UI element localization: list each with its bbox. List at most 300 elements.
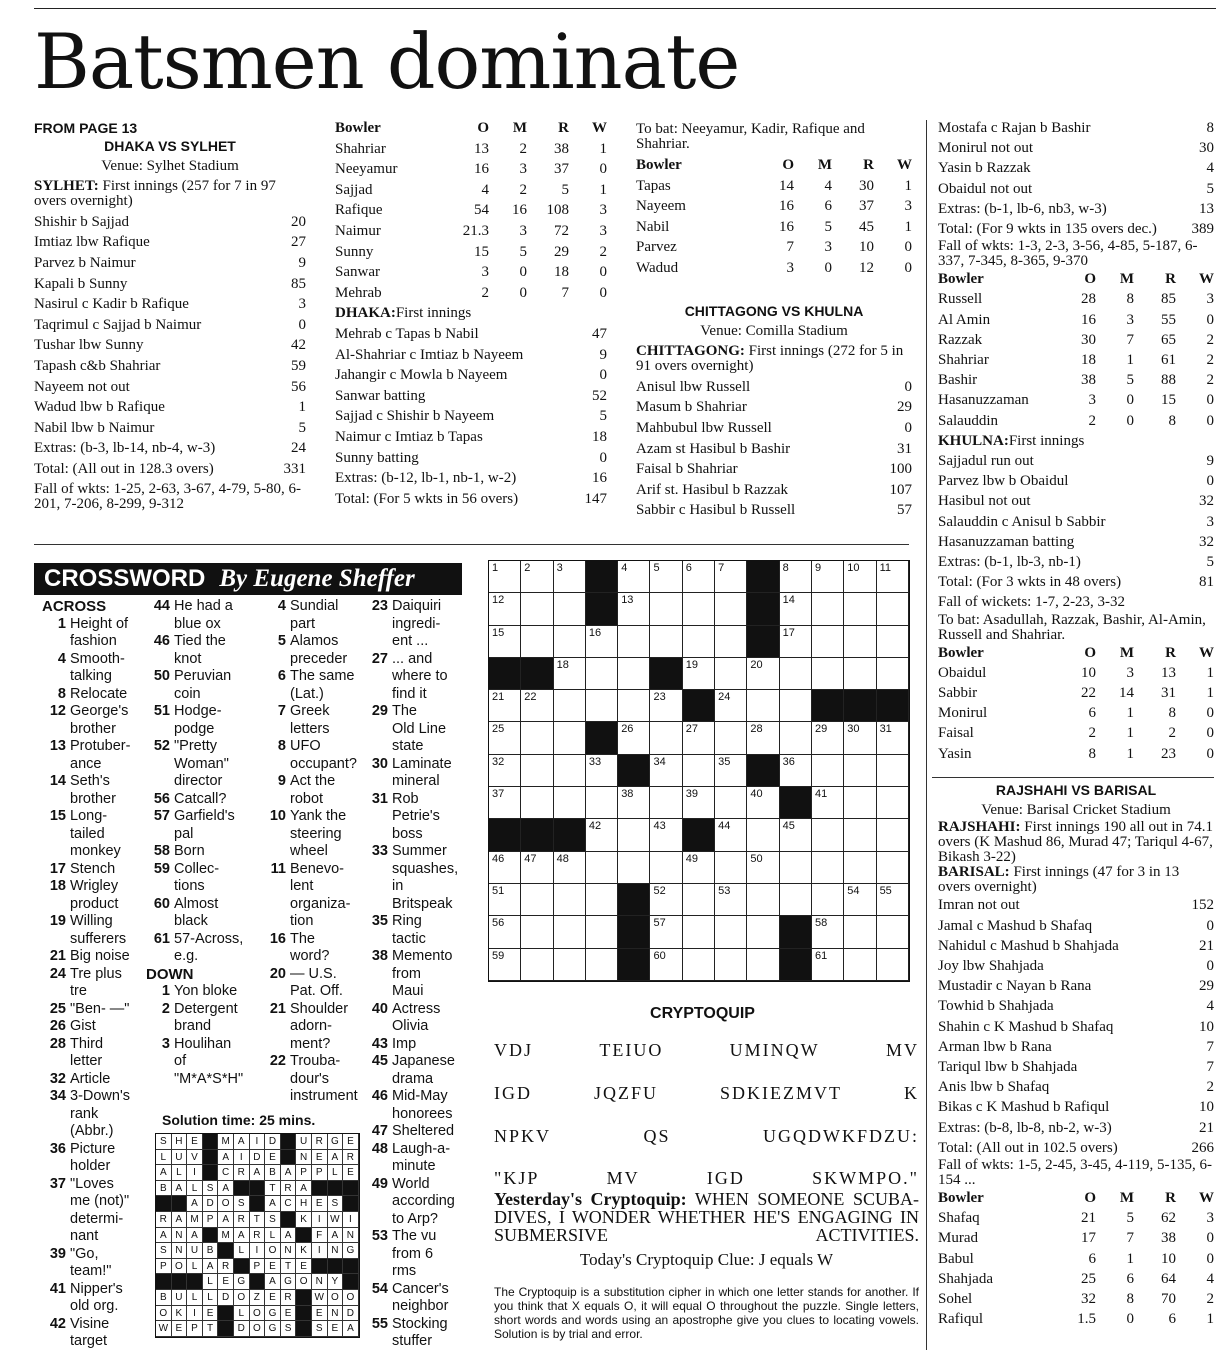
grid-cell[interactable] — [683, 884, 715, 916]
grid-cell[interactable] — [780, 819, 812, 851]
bowling-figure: 3 — [519, 222, 527, 239]
bowling-row — [938, 350, 1214, 370]
bowling-figure: 3 — [786, 259, 794, 276]
bowling-row — [636, 237, 912, 258]
grid-cell[interactable] — [586, 949, 618, 981]
clue-number: 60 — [653, 949, 666, 962]
solution-letter: O — [172, 1259, 188, 1275]
grid-cell[interactable] — [844, 755, 876, 787]
bowling-header-cell: R — [558, 120, 569, 136]
grid-cell[interactable] — [877, 755, 909, 787]
bowling-row — [335, 159, 607, 180]
solution-letter: E — [218, 1274, 234, 1290]
grid-cell[interactable] — [618, 690, 650, 722]
grid-cell[interactable] — [747, 690, 779, 722]
bowling-figure: 0 — [1126, 392, 1134, 409]
grid-cell[interactable] — [844, 787, 876, 819]
clue-number: 25 — [492, 723, 505, 736]
grid-cell[interactable] — [683, 949, 715, 981]
clue-number: 14 — [49, 773, 66, 789]
grid-cell[interactable] — [650, 884, 682, 916]
bowling-figure: 62 — [1161, 1210, 1176, 1227]
clue — [358, 1123, 468, 1141]
bowling-row — [636, 196, 912, 217]
clue — [36, 1141, 140, 1176]
grid-cell[interactable] — [812, 755, 844, 787]
innings-team: CHITTAGONG: — [636, 342, 745, 359]
grid-cell[interactable] — [618, 722, 650, 754]
bowler-name: Sabbir — [938, 685, 978, 702]
grid-cell[interactable] — [780, 755, 812, 787]
solution-letter: E — [281, 1306, 297, 1322]
grid-cell[interactable] — [877, 626, 909, 658]
clue-number: 28 — [750, 723, 763, 736]
black-square — [650, 658, 682, 690]
grid-cell[interactable] — [715, 852, 747, 884]
grid-cell[interactable] — [780, 593, 812, 625]
player-entry: Yasin b Razzak — [938, 160, 1031, 177]
solution-letter: S — [265, 1212, 281, 1228]
grid-cell[interactable] — [877, 658, 909, 690]
grid-cell[interactable] — [812, 852, 844, 884]
solution-black-square — [296, 1306, 312, 1322]
grid-cell[interactable] — [715, 593, 747, 625]
bowling-header-cell: R — [1165, 644, 1176, 661]
bowling-row — [938, 330, 1214, 350]
clue — [36, 1176, 140, 1246]
grid-cell[interactable] — [715, 690, 747, 722]
clue-number: 19 — [49, 913, 66, 929]
grid-cell[interactable] — [586, 690, 618, 722]
grid-cell[interactable] — [489, 690, 521, 722]
clue-number: 47 — [371, 1123, 388, 1139]
clue-text: Shoulder adorn- ment? — [290, 1000, 349, 1052]
clue-text: Nipper's old org. — [70, 1280, 123, 1314]
bowling-header-cell: O — [477, 120, 489, 136]
bowling-header-cell: W — [897, 157, 912, 173]
solution-letter: W — [312, 1290, 328, 1306]
grid-cell[interactable] — [715, 755, 747, 787]
bowling-header — [636, 155, 912, 176]
grid-cell[interactable] — [554, 949, 586, 981]
grid-cell[interactable] — [521, 722, 553, 754]
grid-cell[interactable] — [521, 561, 553, 593]
grid-cell[interactable] — [586, 787, 618, 819]
score-row — [34, 232, 306, 253]
grid-cell[interactable] — [554, 916, 586, 948]
clue — [36, 808, 140, 861]
grid-cell[interactable] — [586, 626, 618, 658]
clue-number: 45 — [371, 1053, 388, 1069]
clue-text: Stench — [70, 860, 116, 877]
grid-cell[interactable] — [554, 626, 586, 658]
solution-black-square — [296, 1228, 312, 1244]
grid-cell[interactable] — [715, 884, 747, 916]
clue-number: 42 — [588, 820, 602, 833]
cryptoquip-line — [494, 1126, 919, 1147]
grid-cell[interactable] — [554, 852, 586, 884]
bowling-figure: 3 — [519, 161, 527, 178]
black-square — [844, 690, 876, 722]
grid-cell[interactable] — [650, 916, 682, 948]
grid-cell[interactable] — [521, 949, 553, 981]
grid-cell[interactable] — [586, 819, 618, 851]
grid-cell[interactable] — [812, 658, 844, 690]
runs: 9 — [298, 254, 306, 271]
grid-cell[interactable] — [586, 658, 618, 690]
grid-cell[interactable] — [683, 626, 715, 658]
solution-letter: A — [265, 1196, 281, 1212]
bowling-figure: 37 — [859, 198, 874, 215]
bowling-figure: 13 — [1161, 664, 1176, 681]
grid-cell[interactable] — [877, 593, 909, 625]
grid-cell[interactable] — [683, 787, 715, 819]
solution-letter: L — [156, 1150, 172, 1166]
grid-cell[interactable] — [618, 819, 650, 851]
grid-cell[interactable] — [844, 626, 876, 658]
grid-cell[interactable] — [554, 755, 586, 787]
solution-letter: E — [265, 1150, 281, 1166]
grid-cell[interactable] — [844, 561, 876, 593]
bowling-figure: 16 — [1081, 311, 1096, 328]
grid-cell[interactable] — [618, 593, 650, 625]
grid-cell[interactable] — [489, 626, 521, 658]
grid-cell[interactable] — [780, 690, 812, 722]
grid-cell[interactable] — [812, 722, 844, 754]
grid-cell[interactable] — [618, 561, 650, 593]
solution-letter: G — [234, 1274, 250, 1290]
grid-cell[interactable] — [650, 722, 682, 754]
grid-cell[interactable] — [586, 755, 618, 787]
clue-text: Long- tailed monkey — [70, 808, 121, 859]
grid-cell[interactable] — [877, 949, 909, 981]
cipher-word: UGQDWKFDZU: — [763, 1126, 919, 1146]
clue-text: The same (Lat.) — [290, 668, 355, 702]
grid-cell[interactable] — [489, 884, 521, 916]
grid-cell[interactable] — [844, 658, 876, 690]
solution-letter: I — [234, 1150, 250, 1166]
grid-cell[interactable] — [812, 884, 844, 916]
bowling-figure: 3 — [599, 202, 607, 219]
grid-cell[interactable] — [812, 819, 844, 851]
clue-text: "Ben- —" — [70, 1000, 130, 1017]
runs: 0 — [298, 316, 306, 333]
score-row — [636, 439, 912, 460]
clue-number: 22 — [524, 691, 537, 704]
grid-cell[interactable] — [715, 722, 747, 754]
clue — [36, 616, 140, 651]
score-row — [34, 294, 306, 315]
grid-cell[interactable] — [554, 561, 586, 593]
grid-cell[interactable] — [844, 722, 876, 754]
innings-team: BARISAL: — [938, 864, 1010, 881]
grid-cell[interactable] — [747, 658, 779, 690]
solution-letter: M — [218, 1134, 234, 1150]
grid-cell[interactable] — [521, 626, 553, 658]
bowling-figure: 16 — [512, 202, 527, 219]
grid-cell[interactable] — [844, 949, 876, 981]
grid-cell[interactable] — [715, 626, 747, 658]
grid-cell[interactable] — [715, 561, 747, 593]
bowling-figure: 3 — [599, 222, 607, 239]
grid-cell[interactable] — [650, 755, 682, 787]
solution-letter: Z — [250, 1290, 266, 1306]
bowling-row — [938, 289, 1214, 309]
clue-number: 26 — [621, 723, 634, 736]
clue — [36, 948, 140, 966]
clue-number: 61 — [814, 949, 828, 962]
grid-cell[interactable] — [683, 916, 715, 948]
grid-cell[interactable] — [683, 722, 715, 754]
crossword-title: CROSSWORD — [44, 565, 206, 592]
clue-number: 17 — [782, 626, 795, 639]
grid-cell[interactable] — [844, 884, 876, 916]
grid-cell[interactable] — [683, 852, 715, 884]
solution-letter: O — [328, 1290, 344, 1306]
grid-cell[interactable] — [844, 593, 876, 625]
bowling-figure: 10 — [859, 239, 874, 256]
grid-cell[interactable] — [650, 787, 682, 819]
solution-letter: D — [203, 1196, 219, 1212]
clue-number: 33 — [371, 843, 388, 859]
innings-text: First innings — [395, 305, 472, 322]
grid-cell[interactable] — [715, 787, 747, 819]
grid-cell[interactable] — [683, 658, 715, 690]
clue-number: 24 — [49, 965, 66, 982]
grid-cell[interactable] — [715, 658, 747, 690]
solution-letter: R — [250, 1228, 266, 1244]
grid-cell[interactable] — [554, 690, 586, 722]
clue-number: 19 — [685, 658, 699, 671]
grid-cell[interactable] — [586, 916, 618, 948]
clue-number: 30 — [847, 723, 860, 736]
grid-cell[interactable] — [877, 884, 909, 916]
grid-cell[interactable] — [747, 949, 779, 981]
solution-letter: D — [218, 1290, 234, 1306]
runs: 10 — [1199, 1018, 1214, 1035]
solution-letter: D — [234, 1321, 250, 1337]
grid-cell[interactable] — [812, 787, 844, 819]
bowling-figure: 3 — [1206, 1210, 1214, 1227]
score-row — [938, 996, 1214, 1016]
bowling-figure: 12 — [859, 259, 874, 276]
score-row — [335, 386, 607, 407]
solution-grid — [155, 1133, 360, 1338]
grid-cell[interactable] — [780, 658, 812, 690]
grid-cell[interactable] — [554, 593, 586, 625]
grid-cell[interactable] — [489, 787, 521, 819]
solution-letter: R — [234, 1212, 250, 1228]
grid-cell[interactable] — [489, 722, 521, 754]
solution-black-square — [218, 1306, 234, 1322]
grid-cell[interactable] — [554, 722, 586, 754]
solution-letter: H — [296, 1196, 312, 1212]
grid-cell[interactable] — [780, 884, 812, 916]
bowler-name: Shahjada — [938, 1270, 993, 1287]
grid-cell[interactable] — [877, 722, 909, 754]
black-square — [780, 949, 812, 981]
grid-cell[interactable] — [747, 916, 779, 948]
bowling-header — [938, 269, 1214, 289]
grid-cell[interactable] — [715, 949, 747, 981]
grid-cell[interactable] — [780, 561, 812, 593]
grid-cell[interactable] — [747, 884, 779, 916]
grid-cell[interactable] — [521, 755, 553, 787]
solution-letter: V — [187, 1150, 203, 1166]
bowling-figure: 8 — [1126, 1290, 1134, 1307]
bowling-figure: 28 — [1081, 291, 1096, 308]
grid-cell[interactable] — [812, 949, 844, 981]
grid-cell[interactable] — [618, 626, 650, 658]
grid-cell[interactable] — [780, 626, 812, 658]
grid-cell[interactable] — [650, 561, 682, 593]
bowling-header-cell: Bowler — [938, 271, 984, 288]
cryptoquip-line — [494, 1168, 919, 1189]
grid-cell[interactable] — [489, 561, 521, 593]
grid-cell[interactable] — [489, 852, 521, 884]
grid-cell[interactable] — [618, 658, 650, 690]
runs: 29 — [1199, 978, 1214, 995]
grid-cell[interactable] — [521, 884, 553, 916]
grid-cell[interactable] — [521, 852, 553, 884]
grid-cell[interactable] — [844, 852, 876, 884]
grid-cell[interactable] — [877, 852, 909, 884]
grid-cell[interactable] — [650, 819, 682, 851]
bowling-figure: 18 — [554, 264, 569, 281]
grid-cell[interactable] — [683, 561, 715, 593]
black-square — [521, 819, 553, 851]
bowling-table — [938, 1188, 1214, 1329]
bowling-figure: 2 — [519, 181, 527, 198]
grid-cell[interactable] — [780, 852, 812, 884]
solution-black-square — [172, 1274, 188, 1290]
grid-cell[interactable] — [683, 755, 715, 787]
grid-cell[interactable] — [650, 949, 682, 981]
innings-team: DHAKA: — [335, 305, 396, 322]
clue-number: 1 — [492, 562, 499, 574]
clue-number: 3 — [556, 562, 563, 574]
clue — [140, 983, 256, 1001]
solution-black-square — [203, 1150, 219, 1166]
player-entry: Kapali b Sunny — [34, 275, 128, 292]
grid-cell[interactable] — [586, 852, 618, 884]
grid-cell[interactable] — [489, 949, 521, 981]
grid-cell[interactable] — [747, 787, 779, 819]
grid-cell[interactable] — [812, 561, 844, 593]
grid-cell[interactable] — [844, 916, 876, 948]
grid-cell[interactable] — [877, 819, 909, 851]
yesterday-label: Yesterday's Cryptoquip: — [494, 1189, 687, 1209]
clue — [140, 703, 256, 738]
grid-cell[interactable] — [618, 852, 650, 884]
grid-cell[interactable] — [554, 658, 586, 690]
grid-cell[interactable] — [812, 593, 844, 625]
bowling-figure: 1 — [1126, 1250, 1134, 1267]
grid-cell[interactable] — [715, 916, 747, 948]
grid-cell[interactable] — [683, 593, 715, 625]
grid-cell[interactable] — [489, 593, 521, 625]
solution-black-square — [343, 1196, 359, 1212]
runs: 0 — [1206, 917, 1214, 934]
grid-cell[interactable] — [521, 787, 553, 819]
clue-text: The Old Line state — [392, 703, 447, 754]
solution-letter: A — [156, 1165, 172, 1181]
solution-black-square — [218, 1321, 234, 1337]
solution-black-square — [203, 1134, 219, 1150]
clue-number: 2 — [524, 562, 531, 574]
player-entry: Extras: (b-1, lb-6, nb3, w-3) — [938, 200, 1107, 217]
grid-cell[interactable] — [586, 884, 618, 916]
crossword-grid[interactable] — [488, 560, 910, 982]
grid-cell[interactable] — [844, 819, 876, 851]
grid-cell[interactable] — [650, 626, 682, 658]
clue — [140, 931, 256, 966]
grid-cell[interactable] — [877, 561, 909, 593]
player-entry: Parvez lbw b Obaidul — [938, 473, 1069, 490]
clue — [36, 1036, 140, 1071]
grid-cell[interactable] — [650, 593, 682, 625]
clue — [358, 703, 468, 756]
player-entry: Mostafa c Rajan b Bashir — [938, 120, 1091, 136]
grid-cell[interactable] — [812, 916, 844, 948]
solution-letter: C — [281, 1196, 297, 1212]
grid-cell[interactable] — [747, 852, 779, 884]
grid-cell[interactable] — [747, 722, 779, 754]
player-entry: Extras: (b-12, lb-1, nb-1, w-2) — [335, 470, 517, 487]
solution-letter: S — [156, 1243, 172, 1259]
grid-cell[interactable] — [521, 690, 553, 722]
grid-cell[interactable] — [618, 787, 650, 819]
clue-column — [358, 598, 468, 1351]
clue-number: 20 — [269, 965, 286, 982]
clue-number: 58 — [814, 917, 828, 930]
clue — [140, 843, 256, 861]
clue-number: 53 — [371, 1228, 388, 1244]
grid-cell[interactable] — [877, 787, 909, 819]
clue-number: 17 — [49, 860, 66, 877]
solution-black-square — [234, 1259, 250, 1275]
runs: 0 — [904, 419, 912, 436]
grid-cell[interactable] — [521, 916, 553, 948]
grid-cell[interactable] — [877, 916, 909, 948]
grid-cell[interactable] — [521, 593, 553, 625]
grid-cell[interactable] — [650, 852, 682, 884]
score-row — [34, 438, 306, 459]
black-square — [747, 755, 779, 787]
grid-cell[interactable] — [747, 819, 779, 851]
clue — [358, 1036, 468, 1054]
grid-cell[interactable] — [650, 690, 682, 722]
grid-cell[interactable] — [780, 722, 812, 754]
innings-header — [938, 431, 1214, 451]
clue-number: 38 — [371, 948, 388, 964]
score-row — [34, 212, 306, 233]
grid-cell[interactable] — [554, 884, 586, 916]
solution-letter: A — [218, 1181, 234, 1197]
clue-number: 18 — [49, 878, 66, 894]
bowling-header-cell: W — [1199, 1189, 1214, 1206]
black-square — [521, 658, 553, 690]
clue-text: World according to Arp? — [392, 1175, 455, 1227]
grid-cell[interactable] — [489, 916, 521, 948]
bowling-header-cell: R — [863, 157, 874, 173]
grid-cell[interactable] — [489, 755, 521, 787]
grid-cell[interactable] — [812, 626, 844, 658]
grid-cell[interactable] — [554, 787, 586, 819]
clue-number: 57 — [653, 917, 666, 930]
clue — [256, 1001, 362, 1054]
grid-cell[interactable] — [715, 819, 747, 851]
